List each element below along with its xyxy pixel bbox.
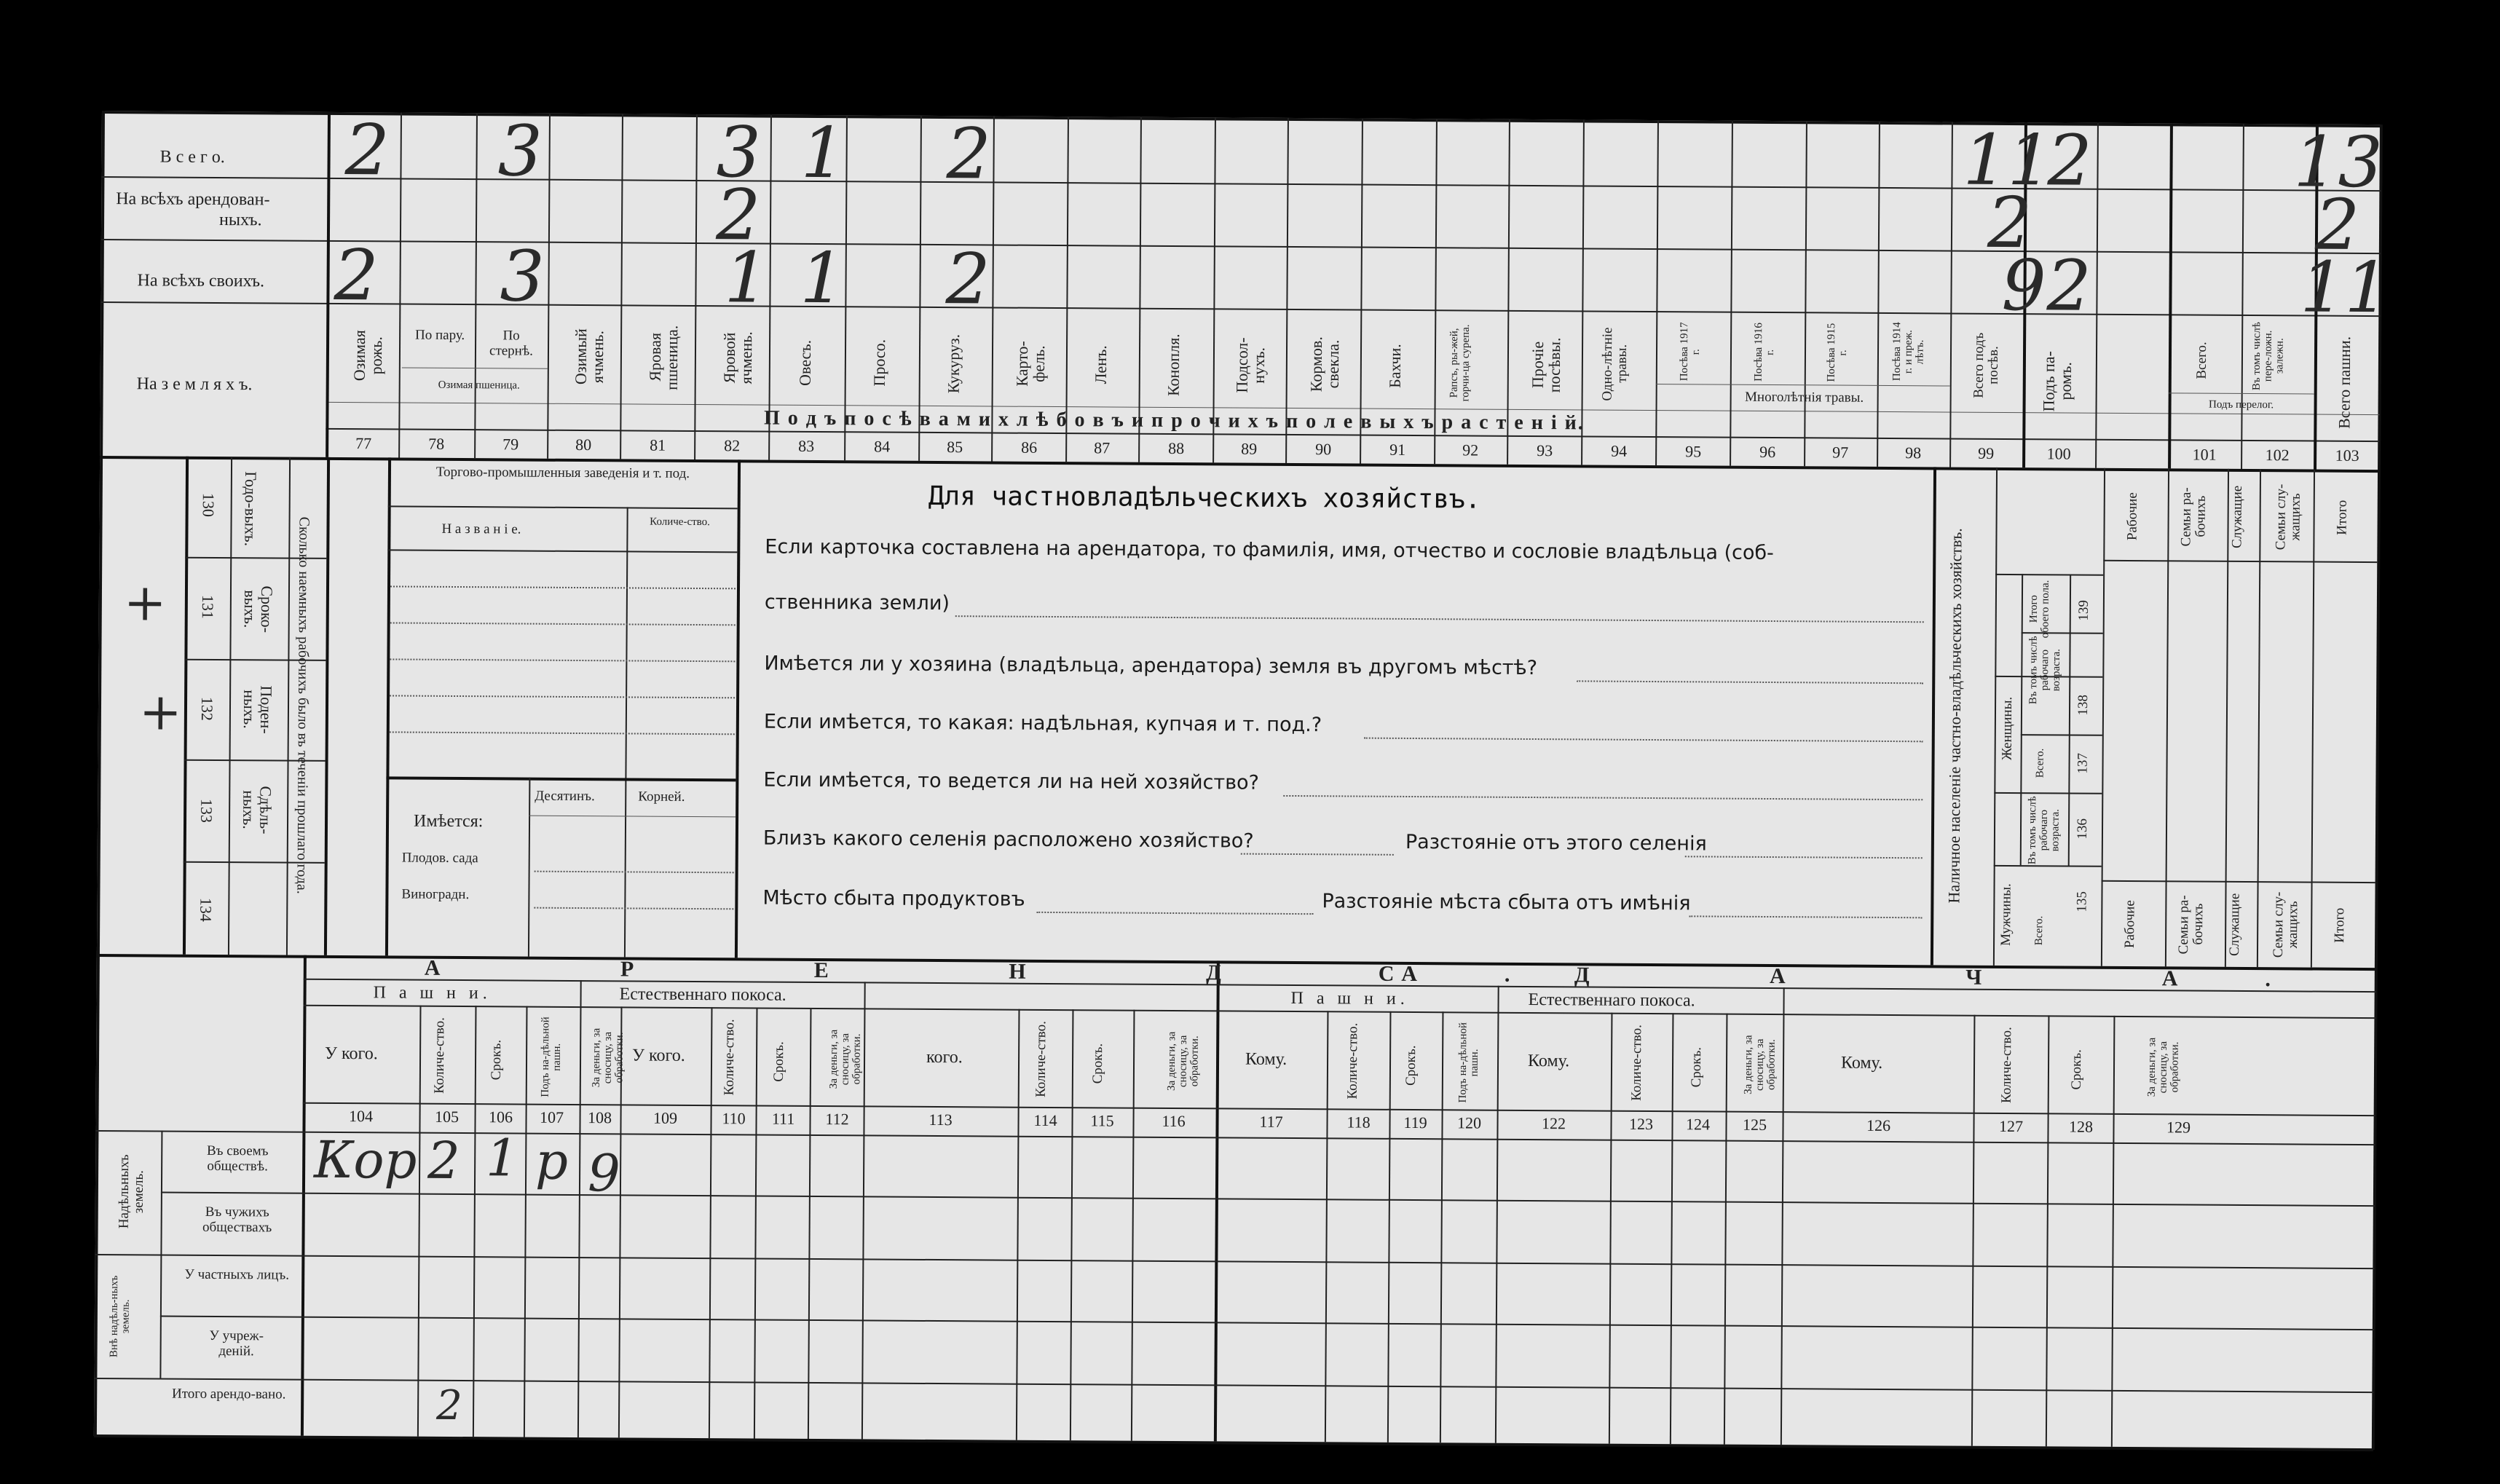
row-label-svoi: На всѣхъ своихъ. xyxy=(137,271,265,291)
col-header-81: Яровая пшеница. xyxy=(645,325,682,390)
col-header-101: Всего. xyxy=(2193,341,2210,379)
b-col-108: 108 xyxy=(587,1108,612,1127)
private-title: Для частновладѣльческихъ хозяйствъ. xyxy=(928,481,1481,515)
col-header-89: Подсол-нухъ. xyxy=(1232,337,1269,393)
pop-col-itogo-bottom: Итого xyxy=(2332,907,2348,943)
col-header-93: Прочiе посѣвы. xyxy=(1528,337,1564,393)
hw-arend-103: 2 xyxy=(2314,183,2360,266)
col-num-82: 82 xyxy=(724,436,741,455)
arenda-za: За деньги, за сносицу, за обработки. xyxy=(590,1027,626,1087)
col-header-86: Карто-фель. xyxy=(1012,341,1049,387)
col-num-102: 102 xyxy=(2265,446,2290,465)
row-label-arend: На всѣхъ арендован- xyxy=(116,189,270,210)
private-q5a: Близъ какого селенiя расположено хозяйство? xyxy=(762,826,1254,853)
col-num-86: 86 xyxy=(1021,438,1038,457)
col-header-96: Посѣва 1916 г. xyxy=(1752,323,1776,382)
col-header-91: Бахчи. xyxy=(1385,344,1405,389)
hw-vsego-79: 3 xyxy=(497,110,543,192)
hw-hired-132: + xyxy=(138,682,182,742)
sdacha-3-srok: Срокъ. xyxy=(2068,1049,2085,1090)
col-header-80: Озимый ячмень. xyxy=(571,328,607,385)
col-num-91: 91 xyxy=(1389,440,1406,459)
hw-b-srok: 1 xyxy=(485,1128,519,1188)
row-itogo-arendovano: Итого арендо-вано. xyxy=(171,1386,286,1402)
col-header-97: Посѣва 1915 г. xyxy=(1825,323,1849,382)
pop-col-sluzhashchie-bottom: Служащие xyxy=(2226,893,2243,957)
pop-num-139: 139 xyxy=(2075,600,2091,621)
hw-svoi-82: 1 xyxy=(724,237,770,319)
b-col-116: 116 xyxy=(1162,1111,1186,1131)
hw-svoi-83: 1 xyxy=(800,237,845,320)
private-q4: Если имѣется, то ведется ли на ней хозяйство? xyxy=(763,768,1260,794)
arenda-title: А Р Е Н Д А. xyxy=(424,955,1598,987)
b-col-119: 119 xyxy=(1403,1113,1427,1132)
col-header-79: По стернѣ. xyxy=(489,328,534,359)
col-header-94: Одно-лѣтнiе травы. xyxy=(1599,327,1630,401)
hw-svoi-100: 2 xyxy=(2046,245,2092,327)
hired-num-133: 133 xyxy=(197,798,216,823)
arenda-kogo: кого. xyxy=(926,1047,963,1067)
b-col-126: 126 xyxy=(1866,1116,1891,1135)
hw-b-za: 9 xyxy=(587,1143,620,1204)
col-num-87: 87 xyxy=(1094,438,1111,457)
b-col-125: 125 xyxy=(1742,1115,1767,1134)
pop-total-both: Итого обоего пола. xyxy=(2027,580,2051,639)
has-label: Имѣется: xyxy=(413,811,484,832)
hw-hired-131: + xyxy=(123,572,167,633)
col-header-95: Посѣва 1917 г. xyxy=(1678,322,1702,382)
b-col-118: 118 xyxy=(1346,1113,1371,1132)
b-col-106: 106 xyxy=(488,1108,513,1126)
b-col-105: 105 xyxy=(434,1107,460,1126)
hw-vsego-77: 2 xyxy=(344,109,390,192)
pop-col-itogo: Итого xyxy=(2334,500,2350,535)
arenda-pokos-u-kogo: У кого. xyxy=(632,1046,685,1065)
pop-women-total: Всего. xyxy=(2034,748,2046,778)
arenda-3-za: За деньги, за сносицу, за обработки. xyxy=(1165,1031,1201,1091)
row-v-chuzhikh: Въ чужихъ обществахъ xyxy=(202,1204,272,1236)
hw-arend-99: 2 xyxy=(1987,181,2032,264)
pop-col-semi-sl-bottom: Семьи слу-жащихъ xyxy=(2270,891,2301,958)
hw-svoi-77: 2 xyxy=(334,234,379,317)
hired-label-sdelnykh: Сдѣль-ныхъ. xyxy=(240,786,275,834)
arenda-pokos-srok: Срокъ. xyxy=(770,1041,787,1082)
col-num-79: 79 xyxy=(502,435,519,454)
hw-svoi-85: 2 xyxy=(945,238,991,320)
row-label-arend-2: ныхъ. xyxy=(219,210,262,230)
pop-num-135: 135 xyxy=(2074,891,2090,912)
arenda-kolichestvo: Количе-ство. xyxy=(431,1017,448,1094)
private-q3: Если имѣется, то какая: надѣльная, купчая и т. под.? xyxy=(763,710,1322,737)
b-col-128: 128 xyxy=(2068,1117,2094,1136)
orchard-label: Плодов. сада xyxy=(401,850,478,867)
col-header-82: Яровой ячмень. xyxy=(719,331,756,384)
trade-header: Торгово-промышленныя заведенiя и т. под. xyxy=(435,464,690,481)
b-col-115: 115 xyxy=(1090,1111,1114,1130)
col-header-100: Подъ па-ромъ. xyxy=(2039,350,2075,412)
pop-num-137: 137 xyxy=(2075,753,2091,774)
hired-num-134: 134 xyxy=(197,897,216,922)
col-num-100: 100 xyxy=(2046,444,2071,463)
col-header-98: Посѣва 1914 г. и преж. лѣтъ. xyxy=(1890,322,1926,382)
col-header-84: Просо. xyxy=(870,339,889,387)
b-col-112: 112 xyxy=(825,1110,849,1129)
private-q6a: Мѣсто сбыта продуктовъ xyxy=(762,886,1025,911)
population-caption: Наличное населенiе частно-владѣльческихъ хозяйствъ. xyxy=(1944,527,1965,904)
hw-vsego-83: 1 xyxy=(800,111,846,194)
sdacha-3-komu: Кому. xyxy=(1840,1053,1883,1073)
col-header-99: Всего подъ посѣв. xyxy=(1971,332,2002,398)
sdacha-pokos: Естественнаго покоса. xyxy=(1528,990,1695,1011)
arenda-3-kolichestvo: Количе-ство. xyxy=(1033,1021,1049,1098)
pop-col-semi-sl: Семьи слу-жащихъ xyxy=(2273,484,2303,550)
col-header-78-79-group: Озимая пшеница. xyxy=(438,379,520,392)
trade-qty-col: Количе-ство. xyxy=(650,516,710,529)
trade-name-col: Н а з в а н i е. xyxy=(441,521,521,537)
hw-svoi-79: 3 xyxy=(500,235,545,317)
private-q5b: Разстоянiе отъ этого селенiя xyxy=(1405,830,1707,856)
sdacha-3-kolichestvo: Количе-ство. xyxy=(1998,1027,2015,1104)
col-num-84: 84 xyxy=(874,437,891,456)
col-header-95-98-group: Многолѣтнiя травы. xyxy=(1745,389,1864,406)
col-header-102: Въ томъ числѣ пере-ложн. залежн. xyxy=(2250,322,2286,391)
hw-vsego-100: 2 xyxy=(2047,119,2093,202)
row-label-vsego: В с е г о. xyxy=(159,147,225,167)
row-u-uchrezhdeniy: У учреж-денiй. xyxy=(209,1327,264,1359)
hired-label-godovykh: Годо-выхъ. xyxy=(241,470,261,546)
hw-vsego-82: 3 xyxy=(716,111,762,194)
col-header-78: По пару. xyxy=(414,327,465,344)
private-q1b: ственника земли) xyxy=(764,591,950,615)
col-num-83: 83 xyxy=(798,436,815,455)
col-header-87: Ленъ. xyxy=(1091,344,1111,384)
sdacha-srok: Срокъ. xyxy=(1403,1045,1419,1086)
sdacha-kolichestvo: Количе-ство. xyxy=(1344,1023,1361,1100)
group-vne-nadelnykh: Внѣ надѣль-ныхъ земель. xyxy=(108,1275,132,1358)
col-num-99: 99 xyxy=(1978,443,1995,462)
hw-b-pod: р xyxy=(535,1131,569,1191)
hw-b-total-qty: 2 xyxy=(435,1381,462,1430)
pop-women: Женщины. xyxy=(1999,696,2016,760)
sown-band: П о д ъ п о с ѣ в а м и х л ѣ б о в ъ и п р о ч и х ъ п о л е в ы х ъ р а с т е н i й. xyxy=(763,406,1585,435)
hired-workers-caption: Сколько наемныхъ рабочихъ было въ теченiи прошлаго года. xyxy=(293,516,312,894)
vineyard-label: Виноградн. xyxy=(401,886,470,903)
pop-col-semi-rab: Семьи ра-бочихъ xyxy=(2178,486,2209,547)
private-q1a: Если карточка составлена на арендатора, то фамилiя, имя, отчество и сословiе владѣльца (соб- xyxy=(765,535,1774,565)
arenda-pokos: Естественнаго покоса. xyxy=(619,984,786,1005)
hw-b-kogo: Кор xyxy=(313,1129,417,1191)
sdacha-pod: Подъ на-дѣльной пашн. xyxy=(1456,1022,1480,1103)
col-num-77: 77 xyxy=(355,434,372,453)
hired-num-132: 132 xyxy=(197,696,217,721)
b-col-104: 104 xyxy=(348,1107,374,1126)
col-num-81: 81 xyxy=(650,435,666,454)
col-num-98: 98 xyxy=(1905,443,1922,462)
b-col-110: 110 xyxy=(722,1109,746,1128)
col-num-94: 94 xyxy=(1611,441,1628,460)
col-num-90: 90 xyxy=(1315,440,1332,459)
col-num-103: 103 xyxy=(2335,446,2359,465)
korney-col: Корней. xyxy=(638,789,685,805)
pop-col-rabochie-bottom: Рабочие xyxy=(2122,900,2138,949)
b-col-113: 113 xyxy=(928,1110,953,1129)
col-num-96: 96 xyxy=(1759,442,1776,462)
b-col-114: 114 xyxy=(1033,1110,1057,1130)
pop-men-in-that: Въ томъ числѣ рабочаго возраста. xyxy=(2026,796,2062,865)
b-col-120: 120 xyxy=(1456,1113,1482,1132)
col-header-101-102-group: Подъ перелог. xyxy=(2208,398,2274,411)
sdacha-title: С Д А Ч А. xyxy=(1378,961,2359,992)
row-u-chastnykh: У частныхъ лицъ. xyxy=(184,1266,290,1283)
pop-women-in-that: Въ томъ числѣ рабочаго возраста. xyxy=(2027,636,2063,705)
b-col-111: 111 xyxy=(771,1109,795,1128)
b-col-127: 127 xyxy=(1998,1116,2024,1136)
col-num-85: 85 xyxy=(947,438,963,457)
arenda-3-srok: Срокъ. xyxy=(1089,1043,1106,1084)
col-num-93: 93 xyxy=(1537,441,1553,460)
arenda-pashni: П а ш н и. xyxy=(373,983,492,1003)
arenda-pokos-kolichestvo: Количе-ство. xyxy=(721,1019,738,1096)
private-q2: Имѣется ли у хозяина (владѣльца, арендатора) земля въ другомъ мѣстѣ? xyxy=(764,652,1538,680)
hw-vsego-103: 13 xyxy=(2293,121,2383,204)
arenda-pod: Подъ на-дѣльной пашн. xyxy=(539,1017,563,1097)
b-col-107: 107 xyxy=(539,1108,564,1126)
arenda-srok: Срокъ. xyxy=(488,1039,505,1081)
col-header-85: Кукуруз. xyxy=(944,333,963,393)
col-header-92: Рапсъ, ры-жей, горчи-ца сурепа. xyxy=(1448,324,1472,402)
row-label-na-zemlyakh: На з е м л я х ъ. xyxy=(136,374,253,395)
pop-col-rabochie: Рабочие xyxy=(2124,492,2140,541)
col-num-92: 92 xyxy=(1462,441,1479,459)
arenda-u-kogo: У кого. xyxy=(325,1043,378,1064)
pop-num-138: 138 xyxy=(2075,695,2091,716)
sdacha-pokos-kolichestvo: Количе-ство. xyxy=(1628,1025,1645,1102)
hired-label-srokovykh: Сроко-выхъ. xyxy=(240,585,277,633)
b-col-117: 117 xyxy=(1259,1112,1283,1131)
sdacha-pokos-komu: Кому. xyxy=(1527,1051,1570,1071)
col-num-78: 78 xyxy=(428,434,445,453)
col-header-88: Конопля. xyxy=(1164,333,1183,396)
b-col-122: 122 xyxy=(1541,1114,1566,1133)
hired-num-130: 130 xyxy=(199,492,218,517)
desyatin-col: Десятинъ. xyxy=(535,788,595,805)
col-header-77: Озимая рожь. xyxy=(350,330,386,382)
arenda-pokos-za: За деньги, за сносицу, за обработки. xyxy=(827,1029,863,1089)
pop-men: Мужчины. xyxy=(1998,883,2014,946)
sdacha-pashni: П а ш н и. xyxy=(1290,988,1409,1009)
hw-arend-82: 2 xyxy=(715,174,761,256)
hw-vsego-99: 11 xyxy=(1963,119,2053,202)
hw-svoi-99: 9 xyxy=(2001,244,2047,327)
sdacha-3-za: За деньги, за сносицу, за обработки. xyxy=(2145,1037,2181,1097)
col-header-83: Овесъ. xyxy=(795,339,815,386)
hw-svoi-103: 11 xyxy=(2300,246,2390,329)
sdacha-pokos-srok: Срокъ. xyxy=(1688,1046,1705,1088)
pop-num-136: 136 xyxy=(2074,818,2091,840)
row-v-svoem: Въ своемъ обществѣ. xyxy=(206,1142,269,1175)
census-card-sheet xyxy=(94,109,2390,1450)
col-num-101: 101 xyxy=(2192,445,2217,464)
private-q6b: Разстоянiе мѣста сбыта отъ имѣнiя xyxy=(1322,890,1691,915)
col-num-97: 97 xyxy=(1832,443,1849,462)
b-col-109: 109 xyxy=(652,1108,678,1127)
col-header-103: Всего пашни. xyxy=(2335,336,2354,430)
col-num-95: 95 xyxy=(1685,442,1702,461)
b-col-124: 124 xyxy=(1685,1115,1711,1134)
group-nadelnykh: Надѣльныхъ земель. xyxy=(116,1154,147,1229)
hw-b-qty: 2 xyxy=(427,1130,460,1191)
hired-label-podennykh: Поден-ныхъ. xyxy=(240,685,276,734)
col-num-89: 89 xyxy=(1241,439,1258,458)
col-num-88: 88 xyxy=(1168,438,1185,458)
b-col-123: 123 xyxy=(1628,1114,1654,1134)
b-col-129: 129 xyxy=(2166,1118,2191,1137)
hired-num-131: 131 xyxy=(198,594,218,619)
col-header-90: Кормов. свекла. xyxy=(1306,336,1343,392)
pop-col-sluzhashchie: Служащие xyxy=(2229,485,2245,549)
hw-vsego-85: 2 xyxy=(946,113,992,195)
col-num-80: 80 xyxy=(575,435,592,454)
pop-col-semi-rab-bottom: Семьи ра-бочихъ xyxy=(2175,894,2207,955)
sdacha-pokos-za: За деньги, за сносицу, за обработки. xyxy=(1742,1035,1778,1094)
pop-men-total: Всего. xyxy=(2033,915,2046,946)
sdacha-komu: Кому. xyxy=(1245,1049,1288,1069)
